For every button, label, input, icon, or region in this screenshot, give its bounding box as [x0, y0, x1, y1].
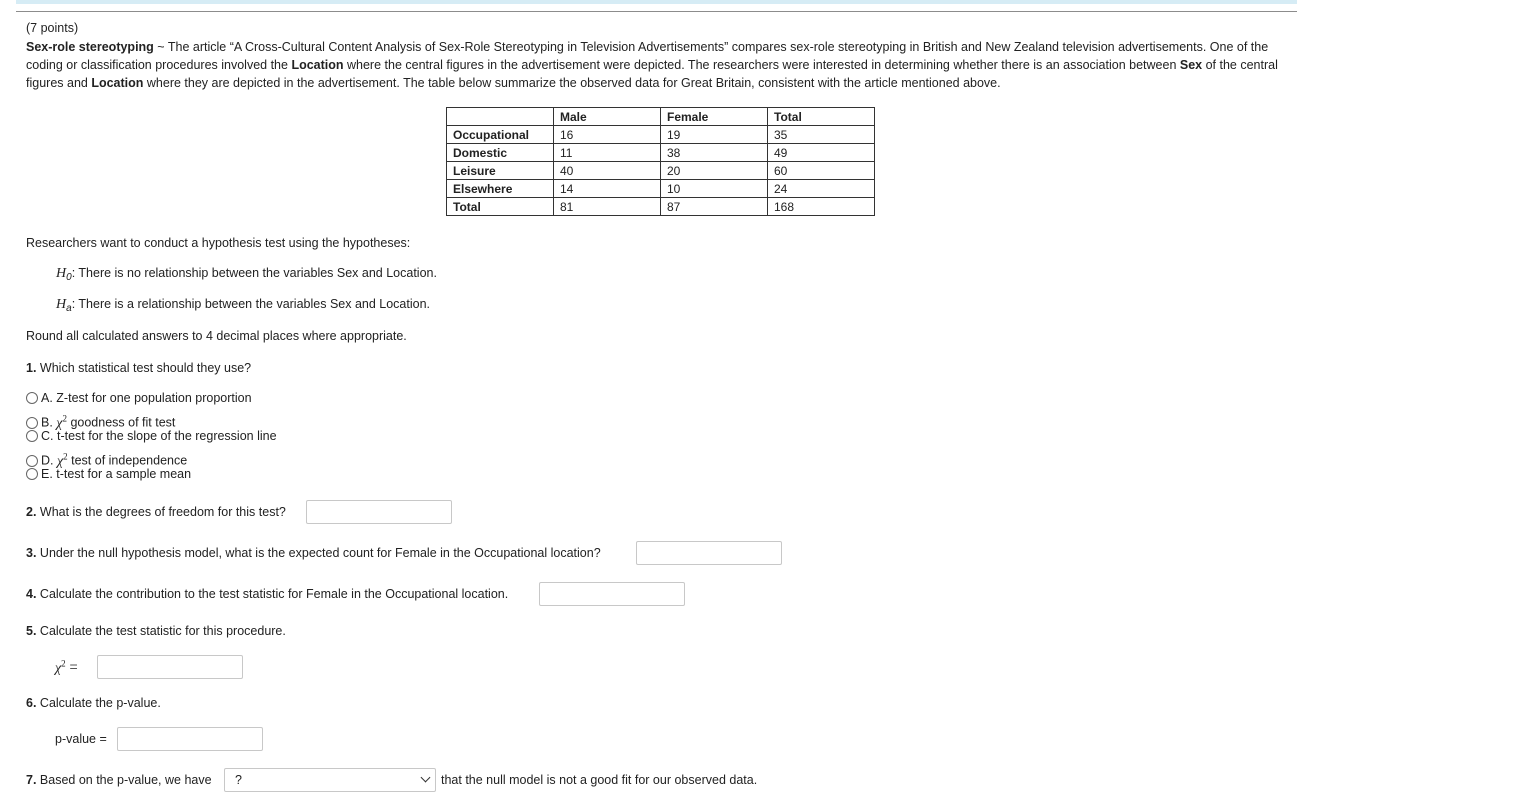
row-label: Domestic	[447, 144, 554, 162]
option-text: t-test for a sample mean	[56, 467, 192, 481]
h0-symbol: H	[56, 266, 67, 281]
table-row	[447, 180, 875, 198]
option-text: t-test for the slope of the regression line	[56, 429, 277, 443]
table-cell: 19	[661, 126, 768, 144]
option-text: goodness of fit test	[66, 415, 176, 430]
radio-button[interactable]	[26, 468, 38, 480]
intro-location-2: Location	[91, 76, 144, 90]
q1-option-a[interactable]	[26, 389, 252, 407]
top-accent-bar	[16, 0, 1297, 4]
divider	[16, 11, 1297, 12]
rounding-note: Round all calculated answers to 4 decimal places where appropriate.	[26, 329, 407, 343]
expected-count-input[interactable]	[636, 541, 782, 565]
q4-number: 4.	[26, 587, 37, 601]
hypotheses-lead: Researchers want to conduct a hypothesis test using the hypotheses:	[26, 236, 411, 250]
test-statistic-input[interactable]	[97, 655, 243, 679]
table-cell: 14	[554, 180, 661, 198]
q3-number: 3.	[26, 546, 37, 560]
intro-sex: Sex	[1179, 58, 1203, 72]
h0-text: : There is no relationship between the variables Sex and Location.	[71, 266, 437, 280]
intro-location-1: Location	[291, 58, 344, 72]
q1-option-b[interactable]	[26, 409, 176, 431]
q1-text: Which statistical test should they use?	[36, 361, 252, 375]
header-total: Total	[768, 108, 875, 126]
observed-data-table	[446, 107, 875, 216]
q2-text: What is the degrees of freedom for this test?	[36, 505, 286, 519]
q1-option-e[interactable]	[26, 465, 191, 483]
chi-square-label	[55, 658, 78, 677]
question-3	[26, 546, 601, 560]
table-cell: 16	[554, 126, 661, 144]
option-letter: E.	[41, 467, 53, 481]
q5-number: 5.	[26, 624, 37, 638]
table-cell: 10	[661, 180, 768, 198]
header-female: Female	[661, 108, 768, 126]
degrees-of-freedom-input[interactable]	[306, 500, 452, 524]
radio-button[interactable]	[26, 392, 38, 404]
option-letter: B.	[41, 415, 53, 430]
contribution-input[interactable]	[539, 582, 685, 606]
table-header-row	[447, 108, 875, 126]
table-cell: 81	[554, 198, 661, 216]
table-cell: 11	[554, 144, 661, 162]
q6-number: 6.	[26, 696, 37, 710]
intro-text-2: where the central figures in the advertisement were depicted. The researchers were interested in determining whether there is an association between	[343, 58, 1180, 72]
q7-text: Based on the p-value, we have	[36, 773, 212, 787]
p-value-input[interactable]	[117, 727, 263, 751]
radio-button[interactable]	[26, 430, 38, 442]
q2-number: 2.	[26, 505, 37, 519]
table-row	[447, 126, 875, 144]
table-cell: 49	[768, 144, 875, 162]
chi-symbol: $\chi^2$	[56, 413, 67, 431]
row-label: Elsewhere	[447, 180, 554, 198]
alt-hypothesis	[56, 297, 430, 314]
chevron-down-icon	[421, 773, 431, 783]
table-cell: 24	[768, 180, 875, 198]
option-letter: C.	[41, 429, 54, 443]
table-cell: 38	[661, 144, 768, 162]
option-letter: D.	[41, 453, 54, 468]
option-letter: A.	[41, 391, 53, 405]
dropdown-value: ?	[235, 773, 242, 787]
null-hypothesis	[56, 266, 437, 283]
intro-title: Sex-role stereotyping	[26, 40, 154, 54]
q1-option-c[interactable]	[26, 427, 277, 445]
intro-text-3: of the central figures and	[26, 58, 1278, 90]
q5-text: Calculate the test statistic for this procedure.	[36, 624, 286, 638]
question-5	[26, 624, 286, 638]
equals-sign: =	[65, 658, 78, 675]
table-cell: 40	[554, 162, 661, 180]
question-7	[26, 773, 212, 787]
table-cell: 35	[768, 126, 875, 144]
row-label: Occupational	[447, 126, 554, 144]
ha-text: : There is a relationship between the variables Sex and Location.	[71, 297, 431, 311]
chi-symbol: $\chi^2$	[55, 658, 66, 676]
option-text: Z-test for one population proportion	[56, 391, 252, 405]
intro-text-4: where they are depicted in the advertisement. The table below summarize the observed data for Great Britain, consistent with the article mentioned above.	[143, 76, 1001, 90]
question-2	[26, 505, 286, 519]
points-label: (7 points)	[26, 21, 79, 35]
q7-number: 7.	[26, 773, 37, 787]
table-row	[447, 144, 875, 162]
table-cell: 87	[661, 198, 768, 216]
row-label: Leisure	[447, 162, 554, 180]
evidence-dropdown[interactable]	[224, 768, 436, 792]
ha-symbol: H	[56, 297, 67, 312]
q7-tail-text: that the null model is not a good fit for our observed data.	[441, 773, 758, 787]
chi-symbol: $\chi^2$	[56, 451, 68, 469]
table-row-total	[447, 198, 875, 216]
h0-subscript: 0	[66, 272, 72, 283]
intro-text-1: The article “A Cross-Cultural Content Analysis of Sex-Role Stereotyping in Television Advertisements” compares sex-role stereotyping in British and New Zealand television advertisements. One of the coding or classification procedures involved the	[26, 40, 1269, 72]
q3-text: Under the null hypothesis model, what is the expected count for Female in the Occupational location?	[36, 546, 601, 560]
q1-number: 1.	[26, 361, 37, 375]
q4-text: Calculate the contribution to the test statistic for Female in the Occupational location.	[36, 587, 509, 601]
option-text: test of independence	[67, 453, 188, 468]
ha-subscript: a	[66, 303, 72, 314]
question-6	[26, 696, 161, 710]
intro-sep: ~	[153, 40, 168, 54]
p-value-label: p-value =	[55, 732, 107, 746]
row-label: Total	[447, 198, 554, 216]
header-male: Male	[554, 108, 661, 126]
question-4	[26, 587, 508, 601]
q6-text: Calculate the p-value.	[36, 696, 161, 710]
q1-option-d[interactable]	[26, 447, 188, 469]
table-cell: 20	[661, 162, 768, 180]
table-row	[447, 162, 875, 180]
table-cell: 60	[768, 162, 875, 180]
problem-intro	[26, 38, 1286, 92]
table-corner	[447, 108, 554, 126]
question-1	[26, 361, 251, 375]
table-cell: 168	[768, 198, 875, 216]
